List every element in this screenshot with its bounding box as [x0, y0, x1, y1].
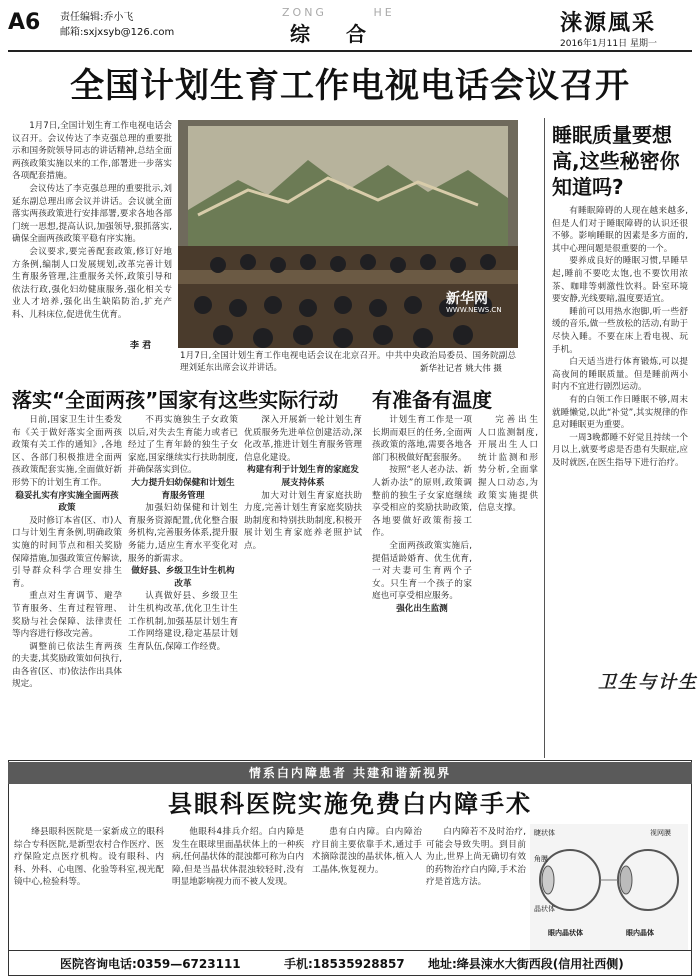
ad-text	[172, 826, 304, 948]
article-paragraph: 计划生育工作是一项长期而艰巨的任务,全面两孩政策的落地,需要各地各部门积极做好配套服务。	[372, 415, 472, 463]
article-paragraph: 及时修订本省(区、市)人口与计划生育条例,明确政策实施的时间节点和相关奖励保障措施,加强政策宣传解读,引导群众科学合理安排生育。	[12, 515, 122, 589]
pinyin-part-1: ZONG	[282, 6, 327, 19]
article-paragraph: 深入开展新一轮计划生育优质服务先进单位创建活动,深化改革,推进计划生育服务管理信息化建设。	[244, 415, 362, 463]
article-column	[244, 414, 362, 756]
article-paragraph: 全面两孩政策实施后,提倡适龄婚育、优生优育,一对夫妻可生育两个子女。只生育一个孩子的家庭也可享受相应服务。	[372, 540, 472, 602]
article-paragraph: 日前,国家卫生计生委发布《关于做好落实全面两孩政策有关工作的通知》,各地区、各部门积极推进全面两孩政策配套实施,全面做好新形势下的计划生育工作。	[12, 415, 122, 488]
editor-info	[60, 10, 174, 40]
article-paragraph: 重点对生育调节、避孕节育服务、生育过程管理、奖励与社会保障、法律责任等内容进行修改完善。	[12, 591, 122, 640]
sidebar-paragraph: 有的白领工作日睡眠不够,周末就睡懒觉,以此“补觉”,其实规律的作息对睡眠更为重要。	[552, 394, 688, 431]
article-paragraph: 认真做好县、乡级卫生计生机构改革,优化卫生计生工作机制,加强基层计划生育工作网络建设,稳定基层计划生育队伍,保障工作经费。	[128, 591, 238, 652]
lead-paragraph: 会议传达了李克强总理的重要批示,刘延东副总理出席会议并讲话。会议就全面落实两孩政策进行安排部署,要求各地各部门统一思想,提高认识,加强领导,狠抓落实,确保全面两孩政策平稳有序实施。	[12, 183, 172, 245]
ad-banner: 情系白内障患者 共建和谐新视界	[8, 762, 692, 784]
article-headline: 落实“全面两孩”国家有这些实际行动	[12, 388, 339, 412]
ad-paragraph: 他眼科4排兵介绍。白内障是发生在眼球里面晶状体上的一种疾病,任何晶状体的混浊都可称为白内障,但是当晶状体混浊较轻时,没有明显地影响视力而不被人发现。	[172, 827, 304, 888]
sidebar-paragraph: 睡前可以用热水泡脚,听一些舒缓的音乐,做一些放松的活动,有助于尽快入睡。不要在床上看电视、玩手机。	[552, 306, 688, 355]
diagram-label: 视网膜	[650, 829, 671, 837]
article-column	[478, 414, 538, 756]
photo-watermark: 新华网	[446, 291, 488, 307]
meeting-photo	[178, 120, 518, 348]
article-column	[128, 414, 238, 756]
lead-article	[12, 120, 172, 346]
ad-paragraph: 患有白内障。白内障治疗目前主要依靠手术,通过手术摘除混浊的晶状体,植入人工晶体,恢复视力。	[312, 827, 422, 875]
ad-text	[14, 826, 164, 948]
sidebar-paragraph: 一周3晚都睡不好觉且持续一个月以上,就要考虑是否患有失眠症,应及时就医,在医生指导下进行治疗。	[552, 432, 688, 468]
diagram-label: 睫状体	[534, 829, 555, 837]
sidebar-paragraph: 有睡眠障碍的人现在越来越多,但是人们对于睡眠障碍的认识还很不够。影响睡眠的因素是多方面的,其中心理问题是很重要的一个。	[552, 206, 688, 254]
editor-email: 邮箱:sxjxsyb@126.com	[60, 27, 175, 38]
article-headline: 有准备有温度	[372, 388, 492, 412]
article-paragraph: 不再实施独生子女政策以后,对失去生育能力或者已经过了生育年龄的独生子女家庭,国家继续实行扶助制度,并确保落实到位。	[128, 415, 238, 476]
main-headline: 全国计划生育工作电视电话会议召开	[70, 66, 630, 106]
ad-paragraph: 白内障若不及时治疗,可能会导致失明。到目前为止,世界上尚无确切有效的药物治疗白内障,手术治疗是首选方法。	[426, 827, 526, 888]
photo-caption: 1月7日,全国计划生育工作电视电话会议在北京召开。中共中央政治局委员、国务院副总理刘延东出席会议并讲话。	[180, 351, 516, 373]
photo-credit: 新华社记者 姚大伟 摄	[420, 364, 502, 374]
section-title: 综合	[290, 22, 402, 46]
ad-text	[312, 826, 422, 948]
sidebar-headline: 睡眠质量要想高,这些秘密你知道吗?	[552, 123, 680, 199]
article-subheading: 做好县、乡级卫生计生机构改革	[131, 566, 235, 589]
article-paragraph: 按照“老人老办法、新人新办法”的原则,政策调整前的独生子女家庭继续享受相应的奖励扶助政策,各地要做好政策衔接工作。	[372, 465, 472, 539]
lead-author: 李 君	[130, 341, 152, 351]
hospital-address: 地址:绛县涑水大街西段(信用社西侧)	[428, 957, 624, 971]
editor-name: 责任编辑:乔小飞	[60, 12, 134, 23]
hospital-mobile: 手机:18535928857	[284, 957, 405, 971]
lead-paragraph: 1月7日,全国计划生育工作电视电话会议召开。会议传达了李克强总理的重要批示和国务院领导同志的讲话精神,总结全面两孩政策实施以来的工作,部署进一步落实各项配套措施。	[12, 121, 172, 182]
sidebar-paragraph: 白天适当进行体育锻炼,可以提高夜间的睡眠质量。但是睡前两小时内不宜进行剧烈运动。	[552, 357, 688, 393]
article-subheading: 大力提升妇幼保健和计划生育服务管理	[131, 477, 235, 501]
photo-watermark-url: WWW.NEWS.CN	[446, 306, 502, 314]
article-paragraph: 调整前已依法生育两孩的夫妻,其奖励政策如何执行,由各省(区、市)依法作出具体规定。	[12, 641, 122, 690]
article-paragraph: 加大对计划生育家庭扶助力度,完善计划生育家庭奖励扶助制度和特别扶助制度,积极开展计划生育家庭养老照护试点。	[244, 490, 362, 551]
article-subheading: 构建有利于计划生育的家庭发展支持体系	[247, 465, 359, 488]
sidebar-divider	[544, 118, 545, 758]
article-column	[12, 414, 122, 756]
lead-paragraph: 会议要求,要完善配套政策,修订好地方条例,编制人口发展规划,改革完善计划生育服务管理,注重服务关怀,政策引导和依法行政,强化妇幼健康服务,强化相关专业人才培养,强化出生缺陷防治,扩充产科、儿科床位,促进优生优育。	[12, 246, 172, 320]
diagram-label: 角膜	[534, 855, 548, 863]
diagram-caption: 眼内晶体	[626, 929, 654, 937]
article-paragraph: 完善出生人口监测制度,开展出生人口统计监测和形势分析,全面掌握人口动态,为政策实施提供信息支撑。	[478, 415, 538, 514]
header-divider	[8, 50, 692, 52]
page-number: A6	[8, 10, 41, 35]
article-subheading: 稳妥扎实有序实施全面两孩政策	[15, 490, 119, 514]
diagram-caption: 眼内晶状体	[548, 929, 583, 937]
article-paragraph: 加强妇幼保健和计划生育服务资源配置,优化整合服务机构,完善服务体系,提升服务能力,适应生育水平变化对服务的新需求。	[128, 503, 238, 564]
ad-contact-bar	[8, 950, 692, 976]
ad-paragraph: 绛县眼科医院是一家新成立的眼科综合专科医院,是新型农村合作医疗、医疗保险定点医疗机构。设有眼科、内科、外科、心电图、化验等科室,视光配镜中心,检验科等。	[14, 827, 164, 888]
article-column	[372, 414, 472, 756]
diagram-label: 晶状体	[534, 905, 555, 913]
sidebar-paragraph: 要养成良好的睡眠习惯,早睡早起,睡前不要吃太饱,也不要饮用浓茶、咖啡等刺激性饮料。卧室环境要安静,光线要暗,温度要适宜。	[552, 256, 688, 305]
paper-name: 涞源風采	[560, 10, 657, 36]
column-logo: 卫生与计生	[598, 672, 698, 693]
issue-date: 2016年1月11日 星期一	[560, 39, 657, 49]
ad-text	[426, 826, 526, 948]
article-subheading: 强化出生监测	[396, 603, 448, 614]
pinyin-part-2: HE	[373, 6, 395, 19]
eye-diagram	[530, 824, 688, 950]
ad-title: 县眼科医院实施免费白内障手术	[168, 790, 532, 818]
hospital-phone: 医院咨询电话:0359—6723111	[60, 957, 241, 971]
